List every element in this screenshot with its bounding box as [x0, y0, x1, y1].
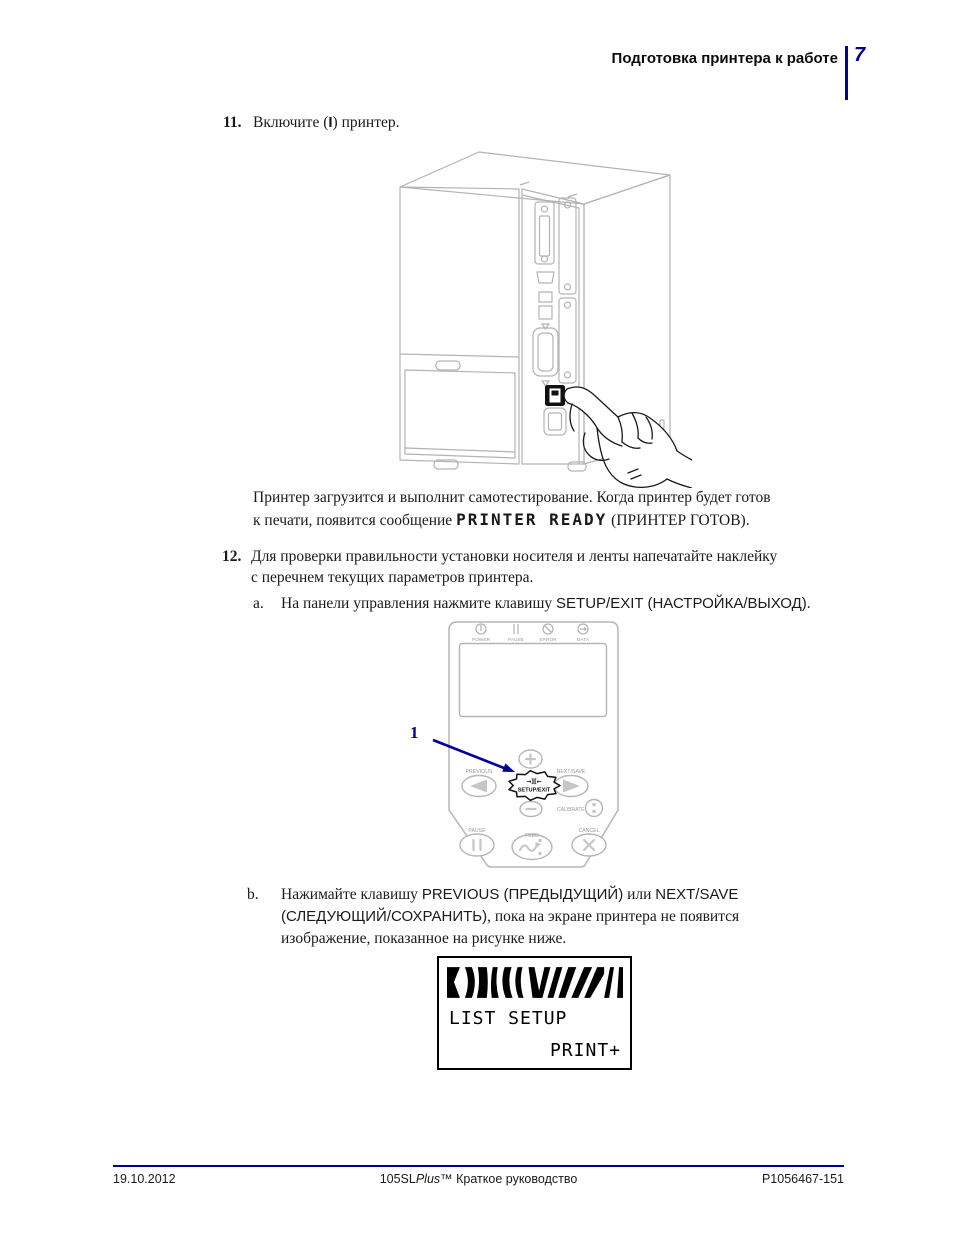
- feed-label: FEED: [525, 833, 539, 839]
- printer-back-left-face: [400, 187, 519, 464]
- lcd-line-1: LIST SETUP: [449, 1008, 568, 1029]
- power-switch-key: I: [328, 114, 333, 131]
- hand-pressing-switch: [564, 387, 692, 488]
- step-12-line1: Для проверки правильности установки носителя и ленты напечатайте наклейку: [251, 548, 778, 565]
- lcd-display-blank: [460, 644, 607, 717]
- power-inlet: [544, 408, 566, 435]
- printer-foot-right: [568, 462, 586, 471]
- power-indicator-label: POWER: [471, 638, 491, 643]
- pause-indicator-label: PAUSE: [508, 638, 524, 643]
- serial-port: [537, 272, 554, 283]
- substep-b-line1: Нажимайте клавишу PREVIOUS (ПРЕДЫДУЩИЙ) или NEXT/SAVE: [281, 886, 739, 903]
- setup-exit-key-reference: SETUP/EXIT (НАСТРОЙКА/ВЫХОД): [556, 595, 807, 612]
- calibrate-dots: [592, 803, 596, 807]
- printer-connector-column: [522, 189, 584, 464]
- footer-date: 19.10.2012: [113, 1172, 176, 1186]
- step-12-line2: с перечнем текущих параметров принтера.: [251, 569, 534, 586]
- usb-port: [539, 292, 552, 302]
- step-11-text: Включите (I) принтер.: [253, 114, 400, 131]
- footer-doc-title: 105SLPlus™ Краткое руководство: [379, 1172, 578, 1186]
- data-indicator-label: DATA: [576, 638, 590, 643]
- substep-b-line2: (СЛЕДУЮЩИЙ/СОХРАНИТЬ), пока на экране принтера не появится: [281, 908, 740, 925]
- previous-key-reference: PREVIOUS (ПРЕДЫДУЩИЙ): [421, 886, 624, 903]
- lcd-line-2: PRINT+: [549, 1040, 621, 1061]
- next-save-key-reference: NEXT/SAVE: [655, 886, 739, 903]
- media-door: [405, 370, 515, 458]
- callout-arrow: [405, 718, 535, 788]
- step-11-number: 11.: [223, 114, 242, 131]
- power-switch: [545, 385, 565, 406]
- header-divider-bar: [845, 46, 848, 100]
- printer-rear-illustration: [382, 142, 692, 488]
- printer-top-face: [400, 152, 670, 204]
- boot-paragraph-line2: к печати, появится сообщение PRINTER READY (ПРИНТЕР ГОТОВ).: [253, 510, 750, 529]
- lcd-screen-figure: [437, 956, 632, 1070]
- footer-part-number: P1056467-151: [761, 1172, 844, 1186]
- next-save-label: NEXT/SAVE: [556, 769, 586, 775]
- setup-exit-label: SETUP/EXIT: [517, 787, 551, 794]
- calibrate-button: [586, 800, 603, 817]
- cancel-label: CANCEL: [578, 828, 600, 834]
- error-indicator-label: ERROR: [539, 638, 557, 643]
- step-12-number: 12.: [222, 548, 242, 565]
- previous-label: PREVIOUS: [465, 769, 493, 775]
- media-door-handle: [436, 361, 460, 370]
- usb-port-2: [539, 306, 552, 319]
- section-title: Подготовка принтера к работе: [611, 50, 838, 67]
- pause-label: PAUSE: [468, 828, 486, 834]
- boot-paragraph-line1: Принтер загрузится и выполнит самотестирование. Когда принтер будет готов: [253, 489, 771, 506]
- printer-ready-message: PRINTER READY: [456, 510, 608, 529]
- parallel-port: [533, 328, 558, 376]
- page-number: 7: [854, 44, 866, 66]
- substep-b-letter: b.: [247, 886, 259, 903]
- substep-a-text: На панели управления нажмите клавишу SETUP/EXIT (НАСТРОЙКА/ВЫХОД).: [281, 595, 811, 612]
- substep-b-line3: изображение, показанное на рисунке ниже.: [281, 930, 567, 947]
- blank-plate-top: [559, 198, 576, 294]
- footer-rule: [113, 1165, 844, 1167]
- blank-plate-bottom: [559, 298, 576, 383]
- substep-a-letter: a.: [253, 595, 264, 612]
- setup-exit-icon: →][←: [526, 778, 542, 786]
- option-card-slot: [535, 202, 554, 264]
- zebra-stripes-pattern: [445, 966, 624, 1000]
- calibrate-label: CALIBRATE: [557, 807, 585, 813]
- pause-button: [460, 834, 494, 856]
- callout-number: 1: [410, 723, 419, 742]
